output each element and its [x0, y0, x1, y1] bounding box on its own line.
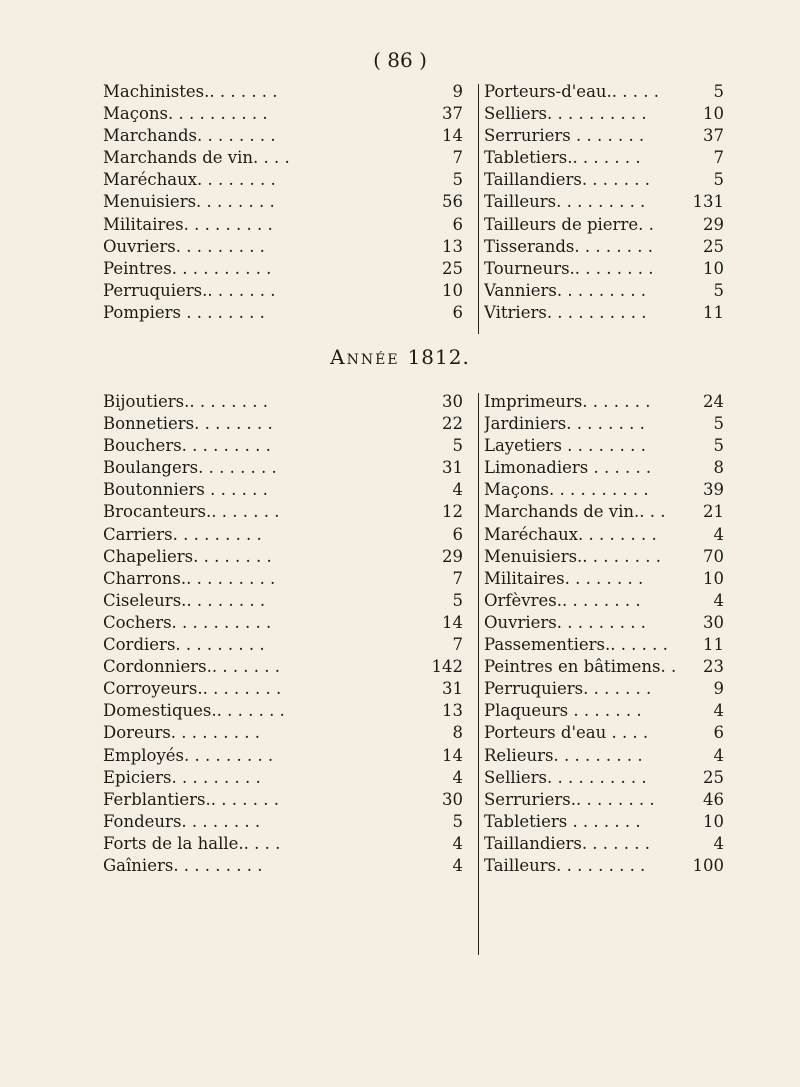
- occupation-label: Bouchers. . . . . . . . .: [103, 436, 271, 456]
- occupation-count: 56: [442, 192, 463, 212]
- table-row: [103, 591, 463, 613]
- occupation-count: 25: [703, 767, 724, 787]
- section2-left-column: [103, 392, 463, 878]
- occupation-label: Maçons. . . . . . . . . .: [103, 104, 268, 124]
- occupation-count: 14: [442, 612, 463, 632]
- occupation-label: Layetiers . . . . . . . .: [484, 436, 646, 456]
- occupation-label: Cordiers. . . . . . . . .: [103, 635, 265, 655]
- occupation-label: Imprimeurs. . . . . . .: [484, 392, 651, 411]
- table-row: [103, 525, 463, 547]
- occupation-count: 31: [442, 679, 463, 699]
- occupation-label: Cordonniers.. . . . . . .: [103, 657, 281, 677]
- table-row: [484, 591, 724, 613]
- occupation-label: Cochers. . . . . . . . . .: [103, 612, 272, 632]
- occupation-label: Orfèvres.. . . . . . . .: [484, 590, 641, 610]
- occupation-label: Maréchaux. . . . . . . .: [103, 170, 276, 190]
- occupation-label: Limonadiers . . . . . .: [484, 458, 652, 478]
- table-row: [103, 170, 463, 192]
- occupation-label: Marchands. . . . . . . .: [103, 126, 276, 146]
- occupation-label: Bijoutiers.. . . . . . . .: [103, 392, 269, 411]
- table-row: [103, 790, 463, 812]
- occupation-count: 21: [703, 502, 724, 522]
- occupation-count: 8: [452, 723, 463, 743]
- table-row: [484, 170, 724, 192]
- occupation-label: Peintres en bâtimens. .: [484, 657, 677, 677]
- occupation-count: 39: [703, 480, 724, 500]
- table-row: [103, 834, 463, 856]
- table-row: [103, 613, 463, 635]
- section2-right-column: [484, 392, 724, 878]
- table-row: [103, 215, 463, 237]
- occupation-count: 29: [442, 546, 463, 566]
- occupation-label: Relieurs. . . . . . . . .: [484, 745, 643, 765]
- table-row: [484, 790, 724, 812]
- occupation-count: 5: [713, 414, 724, 434]
- occupation-count: 9: [452, 82, 463, 101]
- section1-left-column: [103, 82, 463, 325]
- occupation-count: 14: [442, 126, 463, 146]
- occupation-count: 30: [442, 392, 463, 411]
- table-row: [484, 525, 724, 547]
- table-row: [103, 856, 463, 878]
- occupation-label: Boulangers. . . . . . . .: [103, 458, 277, 478]
- occupation-count: 46: [703, 789, 724, 809]
- occupation-label: Perruquiers. . . . . . .: [484, 679, 652, 699]
- occupation-label: Maçons. . . . . . . . . .: [484, 480, 649, 500]
- table-row: [484, 82, 724, 104]
- occupation-count: 29: [703, 214, 724, 234]
- table-row: [103, 392, 463, 414]
- page-number: ( 86 ): [373, 48, 427, 72]
- occupation-label: Plaqueurs . . . . . . .: [484, 701, 642, 721]
- occupation-label: Peintres. . . . . . . . . .: [103, 258, 272, 278]
- occupation-count: 4: [713, 701, 724, 721]
- occupation-count: 10: [703, 568, 724, 588]
- table-row: [484, 148, 724, 170]
- occupation-label: Chapeliers. . . . . . . .: [103, 546, 272, 566]
- occupation-label: Marchands de vin.. . .: [484, 502, 666, 522]
- table-row: [103, 259, 463, 281]
- table-row: [103, 480, 463, 502]
- occupation-count: 4: [713, 590, 724, 610]
- table-row: [484, 281, 724, 303]
- occupation-label: Porteurs-d'eau.. . . . .: [484, 82, 659, 101]
- table-row: [103, 82, 463, 104]
- occupation-count: 10: [442, 280, 463, 300]
- occupation-count: 10: [703, 811, 724, 831]
- table-row: [484, 723, 724, 745]
- occupation-count: 11: [703, 302, 724, 322]
- occupation-count: 7: [713, 148, 724, 168]
- table-row: [103, 812, 463, 834]
- table-row: [103, 303, 463, 325]
- occupation-count: 14: [442, 745, 463, 765]
- year-heading: [0, 345, 800, 369]
- occupation-label: Epiciers. . . . . . . . .: [103, 767, 261, 787]
- occupation-count: 4: [452, 833, 463, 853]
- table-row: [103, 281, 463, 303]
- occupation-count: 10: [703, 258, 724, 278]
- occupation-count: 6: [713, 723, 724, 743]
- table-row: [484, 392, 724, 414]
- table-row: [103, 458, 463, 480]
- occupation-count: 6: [452, 302, 463, 322]
- table-row: [484, 104, 724, 126]
- occupation-label: Maréchaux. . . . . . . .: [484, 524, 657, 544]
- occupation-count: 142: [431, 657, 463, 677]
- table-row: [103, 768, 463, 790]
- occupation-label: Boutonniers . . . . . .: [103, 480, 268, 500]
- occupation-count: 30: [442, 789, 463, 809]
- table-row: [103, 657, 463, 679]
- occupation-count: 23: [703, 657, 724, 677]
- occupation-label: Tisserands. . . . . . . .: [484, 236, 654, 256]
- occupation-count: 9: [713, 679, 724, 699]
- table-row: [484, 701, 724, 723]
- occupation-label: Selliers. . . . . . . . . .: [484, 767, 647, 787]
- table-row: [484, 458, 724, 480]
- table-row: [484, 635, 724, 657]
- table-row: [484, 126, 724, 148]
- occupation-label: Tabletiers.. . . . . . .: [484, 148, 641, 168]
- table-row: [103, 502, 463, 524]
- occupation-label: Menuisiers. . . . . . . .: [103, 192, 275, 212]
- occupation-label: Pompiers . . . . . . . .: [103, 302, 265, 322]
- table-row: [484, 436, 724, 458]
- occupation-count: 8: [713, 458, 724, 478]
- year-heading-year: 1812.: [407, 345, 470, 369]
- occupation-count: 4: [452, 855, 463, 875]
- occupation-label: Menuisiers.. . . . . . . .: [484, 546, 661, 566]
- occupation-count: 6: [452, 524, 463, 544]
- occupation-label: Selliers. . . . . . . . . .: [484, 104, 647, 124]
- occupation-label: Ferblantiers.. . . . . . .: [103, 789, 279, 809]
- occupation-label: Brocanteurs.. . . . . . .: [103, 502, 280, 522]
- occupation-label: Corroyeurs.. . . . . . . .: [103, 679, 282, 699]
- occupation-label: Ouvriers. . . . . . . . .: [103, 236, 265, 256]
- occupation-count: 4: [713, 524, 724, 544]
- occupation-label: Marchands de vin. . . .: [103, 148, 290, 168]
- occupation-count: 5: [713, 170, 724, 190]
- table-row: [103, 237, 463, 259]
- table-row: [484, 303, 724, 325]
- occupation-count: 37: [703, 126, 724, 146]
- occupation-count: 70: [703, 546, 724, 566]
- occupation-count: 4: [452, 767, 463, 787]
- occupation-count: 31: [442, 458, 463, 478]
- occupation-label: Militaires. . . . . . . . .: [103, 214, 273, 234]
- table-row: [484, 237, 724, 259]
- occupation-count: 12: [442, 502, 463, 522]
- occupation-count: 13: [442, 236, 463, 256]
- occupation-count: 11: [703, 635, 724, 655]
- occupation-count: 37: [442, 104, 463, 124]
- occupation-label: Passementiers.. . . . . .: [484, 635, 668, 655]
- occupation-label: Jardiniers. . . . . . . .: [484, 414, 645, 434]
- table-row: [484, 768, 724, 790]
- occupation-label: Machinistes.. . . . . . .: [103, 82, 278, 101]
- table-row: [484, 502, 724, 524]
- occupation-label: Tailleurs. . . . . . . . .: [484, 192, 646, 212]
- occupation-label: Vanniers. . . . . . . . .: [484, 280, 647, 300]
- occupation-label: Tabletiers . . . . . . .: [484, 811, 641, 831]
- table-row: [103, 148, 463, 170]
- occupation-label: Carriers. . . . . . . . .: [103, 524, 262, 544]
- occupation-count: 5: [452, 811, 463, 831]
- occupation-label: Tourneurs.. . . . . . . .: [484, 258, 654, 278]
- occupation-count: 5: [713, 82, 724, 101]
- occupation-label: Porteurs d'eau . . . .: [484, 723, 649, 743]
- table-row: [484, 215, 724, 237]
- section1-right-column: [484, 82, 724, 325]
- column-divider-1: [478, 84, 479, 334]
- table-row: [484, 414, 724, 436]
- table-row: [484, 834, 724, 856]
- table-row: [103, 746, 463, 768]
- table-row: [103, 723, 463, 745]
- table-row: [103, 547, 463, 569]
- occupation-label: Taillandiers. . . . . . .: [484, 170, 650, 190]
- table-row: [103, 436, 463, 458]
- occupation-count: 30: [703, 612, 724, 632]
- occupation-label: Fondeurs. . . . . . . .: [103, 811, 261, 831]
- occupation-label: Serruriers.. . . . . . . .: [484, 789, 655, 809]
- table-row: [103, 701, 463, 723]
- occupation-label: Tailleurs. . . . . . . . .: [484, 855, 646, 875]
- occupation-count: 5: [452, 170, 463, 190]
- occupation-label: Vitriers. . . . . . . . . .: [484, 302, 647, 322]
- occupation-count: 25: [442, 258, 463, 278]
- occupation-count: 24: [703, 392, 724, 411]
- occupation-label: Domestiques.. . . . . . .: [103, 701, 285, 721]
- table-row: [103, 104, 463, 126]
- occupation-count: 22: [442, 414, 463, 434]
- occupation-label: Ciseleurs.. . . . . . . .: [103, 590, 266, 610]
- occupation-count: 4: [713, 745, 724, 765]
- table-row: [103, 126, 463, 148]
- occupation-count: 4: [452, 480, 463, 500]
- occupation-count: 6: [452, 214, 463, 234]
- table-row: [484, 613, 724, 635]
- occupation-label: Ouvriers. . . . . . . . .: [484, 612, 646, 632]
- table-row: [103, 679, 463, 701]
- occupation-count: 7: [452, 568, 463, 588]
- occupation-count: 5: [713, 436, 724, 456]
- table-row: [484, 192, 724, 214]
- table-row: [484, 547, 724, 569]
- occupation-label: Forts de la halle.. . . .: [103, 833, 281, 853]
- table-row: [484, 812, 724, 834]
- table-row: [484, 679, 724, 701]
- table-row: [484, 746, 724, 768]
- occupation-count: 13: [442, 701, 463, 721]
- occupation-label: Tailleurs de pierre. .: [484, 214, 654, 234]
- occupation-count: 100: [692, 855, 724, 875]
- table-row: [103, 569, 463, 591]
- occupation-count: 7: [452, 635, 463, 655]
- occupation-label: Charrons.. . . . . . . . .: [103, 568, 276, 588]
- occupation-count: 5: [713, 280, 724, 300]
- table-row: [484, 480, 724, 502]
- occupation-label: Militaires. . . . . . . .: [484, 568, 644, 588]
- occupation-count: 131: [692, 192, 724, 212]
- table-row: [484, 856, 724, 878]
- occupation-label: Gaîniers. . . . . . . . .: [103, 855, 263, 875]
- table-row: [103, 635, 463, 657]
- occupation-label: Perruquiers.. . . . . . .: [103, 280, 276, 300]
- column-divider-2: [478, 393, 479, 955]
- occupation-count: 5: [452, 436, 463, 456]
- occupation-count: 5: [452, 590, 463, 610]
- table-row: [103, 192, 463, 214]
- occupation-label: Employés. . . . . . . . .: [103, 745, 274, 765]
- year-heading-word: Année: [330, 345, 400, 369]
- occupation-count: 25: [703, 236, 724, 256]
- occupation-label: Taillandiers. . . . . . .: [484, 833, 650, 853]
- table-row: [103, 414, 463, 436]
- occupation-label: Doreurs. . . . . . . . .: [103, 723, 260, 743]
- table-row: [484, 657, 724, 679]
- occupation-count: 10: [703, 104, 724, 124]
- table-row: [484, 569, 724, 591]
- occupation-count: 7: [452, 148, 463, 168]
- table-row: [484, 259, 724, 281]
- occupation-count: 4: [713, 833, 724, 853]
- occupation-label: Bonnetiers. . . . . . . .: [103, 414, 273, 434]
- occupation-label: Serruriers . . . . . . .: [484, 126, 645, 146]
